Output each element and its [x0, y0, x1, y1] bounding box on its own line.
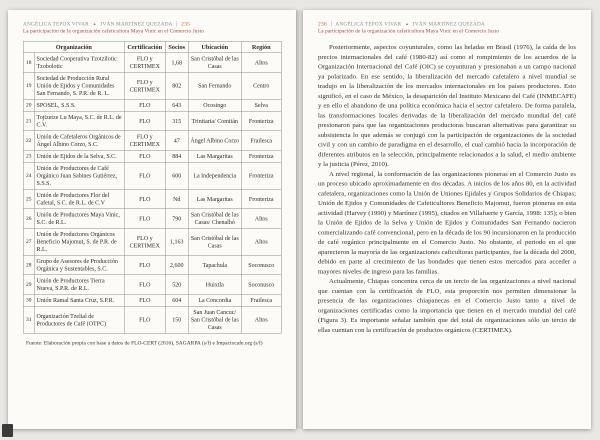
row-number: 21 [23, 111, 34, 131]
corner-marker [2, 424, 13, 437]
row-number: 22 [23, 131, 34, 151]
running-header-right [318, 20, 576, 34]
organizacion-cell: Sociedad Cooperativa Tzotzilotic Tzobolotic [34, 53, 124, 73]
triangle-separator-icon: ▲ [92, 22, 97, 26]
running-header-title: La participación de la organización cafeticultora Maya Vinic en el Comercio Justo [23, 28, 204, 34]
running-header-authors [23, 22, 173, 28]
author-2: IVÁN MARTÍNEZ QUEZADA [100, 21, 173, 27]
ubicacion-cell: La Concordia [188, 294, 241, 306]
ubicacion-cell: Ocosingo [188, 99, 241, 111]
certificacion-cell: FLO [124, 306, 165, 333]
ubicacion-cell: Las Margaritas [188, 150, 241, 162]
page-number-left: 235 [181, 21, 191, 27]
table-row [23, 99, 281, 111]
certificacion-cell: FLO [124, 189, 165, 209]
ubicacion-cell: Trinitaria/ Comitán [188, 111, 241, 131]
region-cell: Altos [241, 209, 281, 229]
socios-cell: 790 [165, 209, 188, 229]
socios-cell: 1,68 [165, 53, 188, 73]
table-row [23, 53, 281, 73]
socios-cell: 150 [165, 306, 188, 333]
table-header [23, 41, 281, 53]
table-row [23, 111, 281, 131]
body-paragraph: Posteriormente, aspectos coyunturales, como las heladas en Brasil (1976), la caída de los precios internacionales del café (1980-82) así como el rompimiento de los acuerdos de la Organización Internacional del Café (OIC) se coyunturan y presionaban a un campo nacional ya polarizado. En ese sentido, la liberalización del mercado cafetalero a nivel mundial se tradujo en la liberalización de los mercados internacionales en los países productores. Esto significó, en el caso de México, la desaparición del Instituto Mexicano del Café (INMECAFE) y en ello el abandono de una política económica hacia el sector cafetalero. De forma paralela, las transformaciones locales derivadas de la liberalización del mercado mundial del café presionaron para que las organizaciones productoras buscaran alternativas para garantizar su subsistencia lo que además se conjugó con la participación de organizaciones de la sociedad civil y con un cambio de paradigma en el desarrollo, el cual cambió hacia la incorporación de diferentes atributos en la selección, principalmente relacionados a la salud, el medio ambiente y la justicia (Pérez, 2010). [318, 43, 576, 168]
ubicacion-cell: La Independencia [188, 162, 241, 189]
author-1: ANGÉLICA TEPOX VIVAR [23, 21, 89, 27]
table-row [23, 150, 281, 162]
socios-cell: 604 [165, 294, 188, 306]
certificacion-cell: FLO [124, 294, 165, 306]
table-row [23, 255, 281, 275]
running-header-authors [335, 22, 485, 28]
ubicacion-cell: Huixtla [188, 275, 241, 295]
author-2: IVÁN MARTÍNEZ QUEZADA [412, 21, 486, 27]
organizacion-cell: Grupo de Asesores de Producción Orgánica y Sustentables, S.C. [34, 255, 124, 275]
col-header-socios: Socios [165, 41, 188, 53]
row-number: 20 [23, 99, 34, 111]
ubicacion-cell: Las Margaritas [188, 189, 241, 209]
certificacion-cell: FLO [124, 275, 165, 295]
socios-cell: 47 [165, 131, 188, 151]
certificacion-cell: FLO [124, 255, 165, 275]
certificacion-cell: FLO y CERTIMEX [124, 72, 165, 99]
region-cell: Frailesca [241, 131, 281, 151]
running-header-line [23, 20, 281, 27]
row-number: 25 [23, 189, 34, 209]
region-cell: Fronteriza [241, 150, 281, 162]
socios-cell: 520 [165, 275, 188, 295]
socios-cell: 315 [165, 111, 188, 131]
col-header-organizacion: Organización [23, 41, 124, 53]
table-row [23, 294, 281, 306]
organizacion-cell: Tojtzetze Lu Maya, S.C. de R.L. de C.V. [34, 111, 124, 131]
organizacion-cell: Unión de Productores Orgánicos Beneficio Majomut, S. de P.R. de R.L. [34, 228, 124, 255]
col-header-ubicacion: Ubicación [188, 41, 241, 53]
page-left [8, 10, 296, 429]
ubicacion-cell: San Fernando [188, 72, 241, 99]
row-number: 28 [23, 255, 34, 275]
row-number: 30 [23, 294, 34, 306]
organizations-table [23, 41, 282, 334]
certificacion-cell: FLO [124, 111, 165, 131]
table-body [23, 53, 281, 334]
certificacion-cell: FLO [124, 150, 165, 162]
ubicacion-cell: Tapachula [188, 255, 241, 275]
socios-cell: 643 [165, 99, 188, 111]
table-row [23, 189, 281, 209]
region-cell: Fronteriza [241, 189, 281, 209]
running-header-title: La participación de la organización cafeticultora Maya Vinic en el Comercio Justo [318, 28, 499, 34]
ubicacion-cell: San Cristóbal de las Casas [188, 53, 241, 73]
socios-cell: 884 [165, 150, 188, 162]
row-number: 27 [23, 228, 34, 255]
ubicacion-cell: Ángel Albino Corzo [188, 131, 241, 151]
region-cell: Altos [241, 53, 281, 73]
body-paragraph: Actualmente, Chiapas concentra cerca de un tercio de las organizaciones a nivel nacional que cuentan con la certificación de FLO, esta proporción nos permiten dimensionar la presencia de las organizaciones chiapanecas en el Comercio Justo tanto a nivel de organizaciones certificadas como la importancia que tienen en el mercado mundial del café (Figura 3). Es importante señalar también que del total de organizaciones sólo un tercio de ellas cuentan con la certificación de productos orgánicos (CERTIMEX). [318, 277, 576, 334]
ubicacion-cell: San Juan Cancuc/ San Cristóbal de las Casas [188, 306, 241, 333]
table-row [23, 131, 281, 151]
row-number: 26 [23, 209, 34, 229]
table-row [23, 209, 281, 229]
ubicacion-cell: San Cristóbal de las Casas/ Chenalhó [188, 209, 241, 229]
table-row [23, 228, 281, 255]
page-right-content [303, 10, 591, 429]
body-text [318, 42, 576, 335]
source-note: Fuente: Elaboración propia con base a datos de FLO-CERT (2016), SAGARPA (s/f) e Impactocafe.org (s/f) [26, 340, 263, 346]
region-cell: Altos [241, 228, 281, 255]
col-header-region: Región [241, 41, 281, 53]
table-row [23, 275, 281, 295]
row-number: 19 [23, 72, 34, 99]
region-cell: Altos [241, 306, 281, 333]
socios-cell: Nd [165, 189, 188, 209]
row-number: 23 [23, 150, 34, 162]
organizacion-cell: Unión de Productores Maya Vinic, S.C. de R.L. [34, 209, 124, 229]
table-row [23, 162, 281, 189]
region-cell: Selva [241, 99, 281, 111]
organizacion-cell: Unión Ramal Santa Cruz, S.P.R. [34, 294, 124, 306]
organizacion-cell: Unión de Cafetaleros Orgánicos de Ángel Albino Corzo, S.C. [34, 131, 124, 151]
region-cell: Frailesca [241, 294, 281, 306]
certificacion-cell: FLO [124, 209, 165, 229]
col-header-certificacion: Certificación [124, 41, 165, 53]
triangle-separator-icon: ▲ [405, 22, 409, 26]
page-left-content [8, 10, 296, 429]
row-number: 29 [23, 275, 34, 295]
table-header-row [23, 41, 281, 53]
socios-cell: 1,163 [165, 228, 188, 255]
table-row [23, 72, 281, 99]
certificacion-cell: FLO y CERTIMEX [124, 131, 165, 151]
table-row [23, 306, 281, 333]
page-right [303, 10, 591, 429]
row-number: 24 [23, 162, 34, 189]
organizacion-cell: Organización Tzeltal de Productores de Café (OTPC) [34, 306, 124, 333]
region-cell: Fronteriza [241, 162, 281, 189]
certificacion-cell: FLO [124, 162, 165, 189]
socios-cell: 802 [165, 72, 188, 99]
region-cell: Soconusco [241, 255, 281, 275]
page-number-right: 236 [318, 21, 327, 27]
socios-cell: 600 [165, 162, 188, 189]
organizacion-cell: Sociedad de Producción Rural Unión de Ejidos y Comunidades San Fernando, S. P.R. de R. L. [34, 72, 124, 99]
organizacion-cell: Unión de Ejidos de la Selva, S.C. [34, 150, 124, 162]
organizacion-cell: Unión de Productores Flor del Cafetal, S.C. de R.L. de C.V [34, 189, 124, 209]
header-divider [331, 21, 332, 27]
certificacion-cell: FLO y CERTIMEX [124, 53, 165, 73]
socios-cell: 2,600 [165, 255, 188, 275]
region-cell: Soconusco [241, 275, 281, 295]
region-cell: Centro [241, 72, 281, 99]
region-cell: Fronteriza [241, 111, 281, 131]
body-paragraph: A nivel regional, la conformación de las organizaciones pioneras en el Comercio Justo es un proceso ubicado aproximadamente en dos décadas. A inicios de los años 80, en la actividad cafetalera, organizaciones como la Unión de Uniones Ejidales y Grupos Solidarios de Chiapas; Unión de Ejidos y Comunidades de Cafeticultores Beneficio Majomut, fueron pioneras en esta actividad (Harvey (1990) y Martínez (1995), citados en Villafuerte y García, 1998: 135); o bien la Unión de Ejidos de la Selva y Unión de Ejidos y Comunidades San Fernando nacieron comercializando café convencional, pero en la década de los 90 incursionaron en la producción de café orgánico principalmente en el Comercio Justo. No obstante, el periodo en el que aparecieron la mayoría de las organizaciones caficultoras participantes, fue la década del 2000, debido en parte al crecimiento de las bondades que tienen estos mercados para acceder a mayores niveles de ingreso para las familias. [318, 169, 576, 275]
organizacion-cell: SPOSEL, S.S.S. [34, 99, 124, 111]
row-number: 18 [23, 53, 34, 73]
page-gutter [296, 10, 303, 429]
author-1: ANGÉLICA TEPOX VIVAR [335, 21, 402, 27]
row-number: 31 [23, 306, 34, 333]
header-divider [177, 21, 178, 27]
organizacion-cell: Unión de Productores de Café Orgánico Juan Sabines Gutiérrez, S.S.S. [34, 162, 124, 189]
ubicacion-cell: San Cristóbal de las Casas [188, 228, 241, 255]
certificacion-cell: FLO [124, 99, 165, 111]
running-header-left [23, 20, 281, 34]
certificacion-cell: FLO y CERTIMEX [124, 228, 165, 255]
running-header-line [318, 20, 576, 27]
organizacion-cell: Unión de Productores Tierra Nueva, S.P.R. de R.L. [34, 275, 124, 295]
